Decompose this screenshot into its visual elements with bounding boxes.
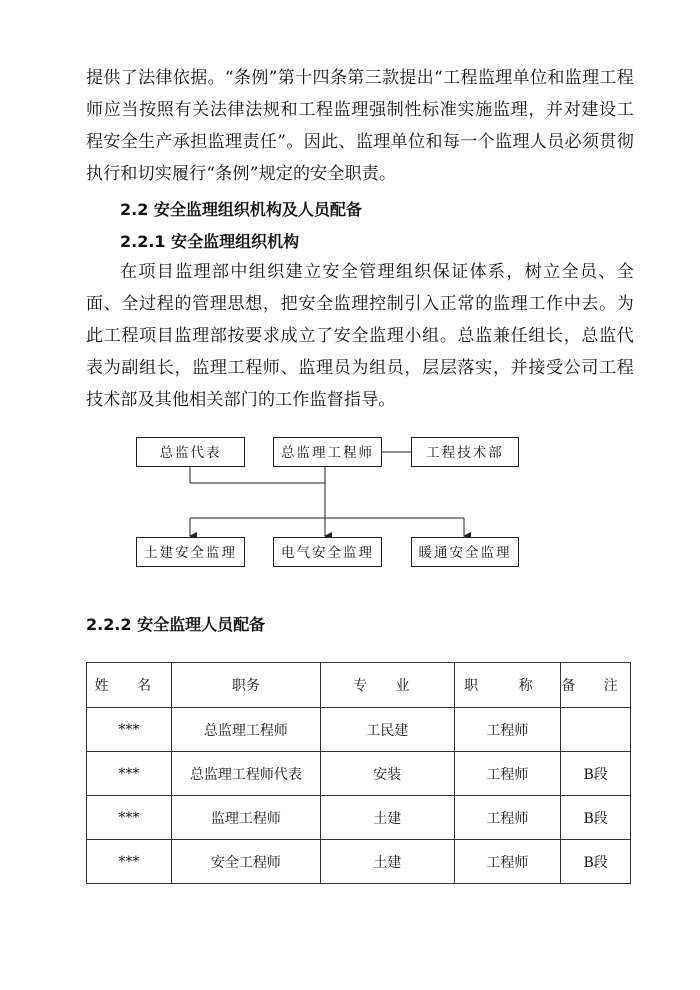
cell-specialty: 土建: [321, 840, 454, 884]
header-position: 职务: [171, 663, 320, 708]
paragraph-regulation-basis: 提供了法律依据。“条例”第十四条第三款提出“工程监理单位和监理工程师应当按照有关法律法规和工程监理强制性标准实施监理，并对建设工程安全生产承担监理责任”。因此、监理单位和每一个监理人员必须贯彻执行和切实履行“条例”规定的安全职责。: [86, 68, 634, 184]
cell-position: 总监理工程师代表: [171, 752, 320, 796]
cell-remarks: B段: [561, 796, 631, 840]
table-row: [87, 796, 631, 840]
cell-title: 工程师: [454, 840, 561, 884]
cell-title: 工程师: [454, 796, 561, 840]
header-name: 姓 名: [87, 663, 172, 708]
cell-position: 总监理工程师: [171, 708, 320, 752]
table-row: [87, 752, 631, 796]
header-specialty: 专 业: [321, 663, 454, 708]
cell-remarks: B段: [561, 752, 631, 796]
cell-specialty: 安装: [321, 752, 454, 796]
section-heading-2-2: 2.2 安全监理组织机构及人员配备: [120, 200, 362, 219]
org-box-hvac-safety: 暖通安全监理: [411, 537, 519, 567]
cell-position: 安全工程师: [171, 840, 320, 884]
cell-remarks: [561, 708, 631, 752]
org-box-tech-dept: 工程技术部: [411, 437, 519, 467]
table-row: [87, 708, 631, 752]
org-box-electrical-safety: 电气安全监理: [273, 537, 382, 567]
org-box-chief-deputy: 总监代表: [136, 437, 245, 467]
cell-name: ***: [87, 752, 172, 796]
cell-name: ***: [87, 708, 172, 752]
cell-specialty: 工民建: [321, 708, 454, 752]
header-remarks: 备 注: [561, 663, 631, 708]
cell-title: 工程师: [454, 752, 561, 796]
cell-remarks: B段: [561, 840, 631, 884]
table-row: [87, 840, 631, 884]
org-box-civil-safety: 土建安全监理: [136, 537, 245, 567]
cell-specialty: 土建: [321, 796, 454, 840]
org-box-chief-engineer: 总监理工程师: [273, 437, 382, 467]
cell-position: 监理工程师: [171, 796, 320, 840]
section-heading-2-2-1: 2.2.1 安全监理组织机构: [120, 232, 300, 251]
header-title: 职 称: [454, 663, 561, 708]
cell-title: 工程师: [454, 708, 561, 752]
staffing-table: [86, 662, 631, 884]
table-header-row: [87, 663, 631, 708]
cell-name: ***: [87, 796, 172, 840]
section-heading-2-2-2: 2.2.2 安全监理人员配备: [86, 615, 266, 634]
paragraph-organization: 在项目监理部中组织建立安全管理组织保证体系，树立全员、全面、全过程的管理思想，把安全监理控制引入正常的监理工作中去。为此工程项目监理部按要求成立了安全监理小组。总监兼任组长，总监代表为副组长，监理工程师、监理员为组员，层层落实，并接受公司工程技术部及其他相关部门的工作监督指导。: [86, 262, 634, 410]
cell-name: ***: [87, 840, 172, 884]
